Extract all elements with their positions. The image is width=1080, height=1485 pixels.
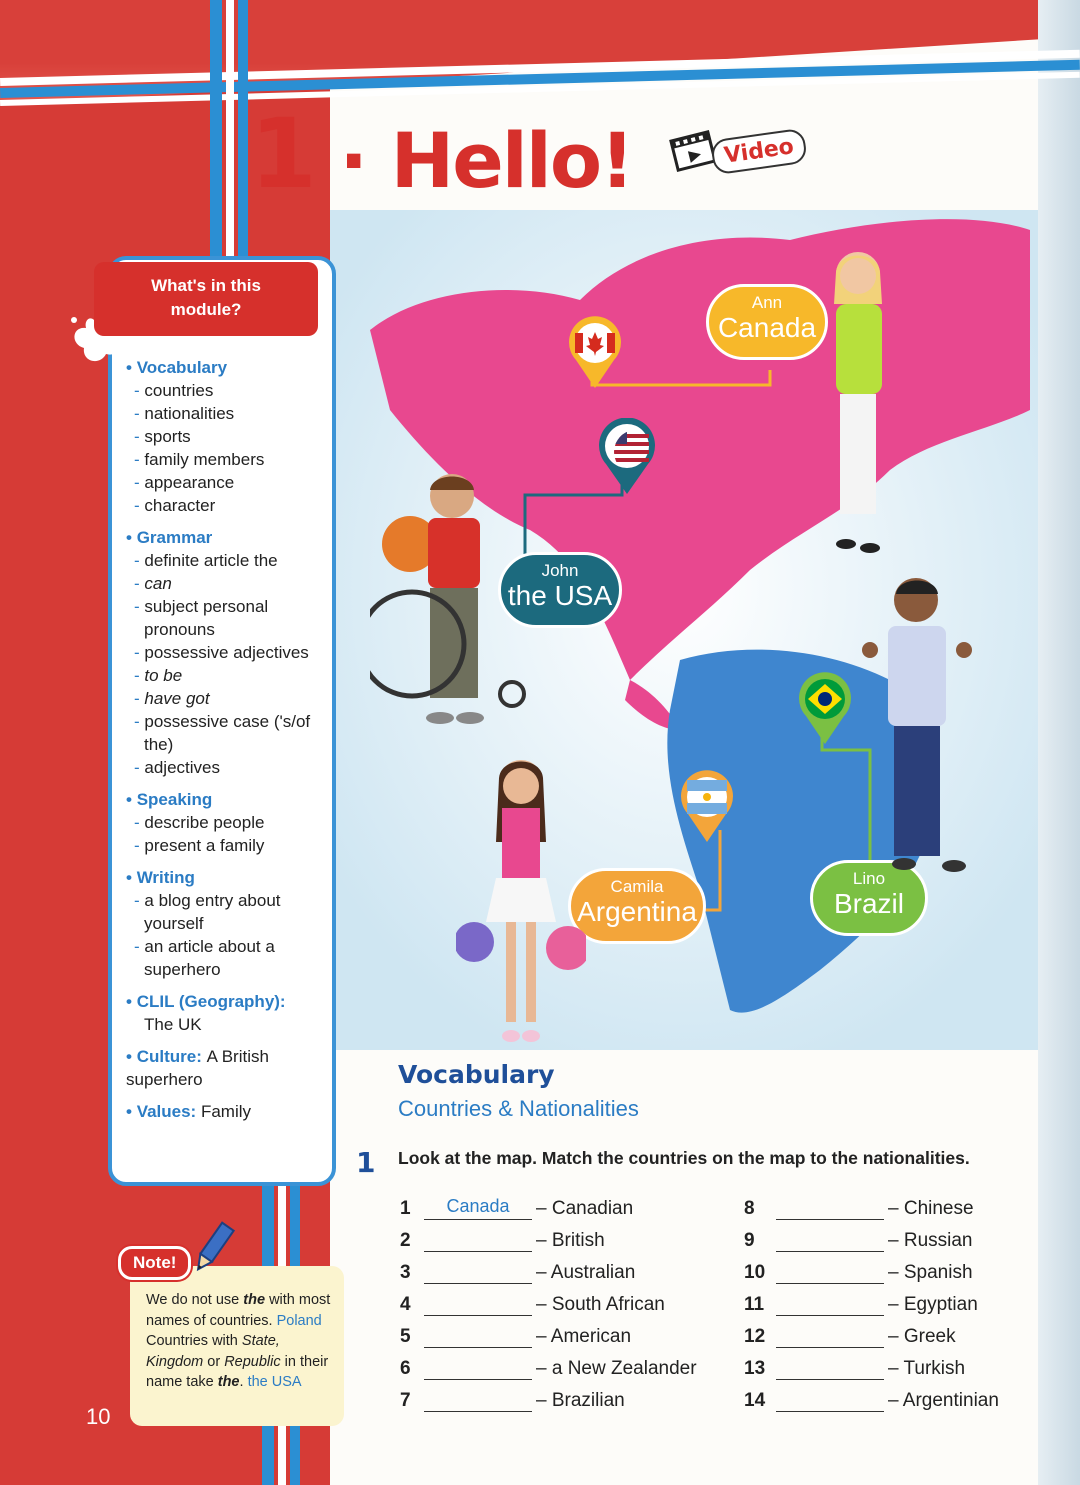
module-heading-line2: module? xyxy=(170,300,242,319)
module-heading xyxy=(94,262,318,336)
list-item: - adjectives xyxy=(134,758,220,777)
bubble-name: Lino xyxy=(852,869,886,888)
section-culture: • Culture: A British superhero xyxy=(126,1047,269,1089)
section-speaking: • Speaking xyxy=(126,790,213,809)
note-tag: Note! xyxy=(118,1246,191,1280)
match-row: 11 – Egyptian xyxy=(744,1294,978,1315)
list-item: - family members xyxy=(134,450,265,469)
vocabulary-heading: Vocabulary xyxy=(398,1060,555,1089)
answer-blank[interactable] xyxy=(424,1261,532,1284)
section-vocabulary: • Vocabulary xyxy=(126,358,228,377)
section-values: • Values: Family xyxy=(126,1102,252,1121)
list-item: - present a family xyxy=(134,836,265,855)
note-box: We do not use the with most names of countries. Poland Countries with State, Kingdom or Republic in their name take the. the USA xyxy=(130,1266,344,1426)
bubble-country: Argentina xyxy=(577,896,697,927)
section-clil: • CLIL (Geography): xyxy=(126,992,286,1011)
page-number: 10 xyxy=(86,1404,111,1429)
boy-john-photo xyxy=(370,464,528,734)
match-row: 9 – Russian xyxy=(744,1230,973,1251)
list-item: - have got xyxy=(134,689,210,708)
ribbon-stripe xyxy=(238,0,248,300)
canada-flag-icon xyxy=(566,316,624,390)
answer-blank[interactable] xyxy=(776,1293,884,1316)
match-column-1 xyxy=(400,1188,697,1412)
bubble-camila-argentina xyxy=(568,868,706,944)
list-item: - sports xyxy=(134,427,191,446)
answer-blank[interactable] xyxy=(776,1197,884,1220)
bubble-name: John xyxy=(541,561,579,580)
module-title: · Hello! xyxy=(339,116,633,205)
pencil-icon xyxy=(190,1220,236,1276)
list-item: - possessive case ('s/of the) xyxy=(134,712,311,754)
section-label: Vocabulary xyxy=(136,358,228,377)
match-row: 8 – Chinese xyxy=(744,1198,974,1219)
answer-blank[interactable] xyxy=(424,1389,532,1412)
match-row: 6 – a New Zealander xyxy=(400,1358,697,1379)
match-row: 2 – British xyxy=(400,1230,605,1251)
boy-lino-photo xyxy=(860,570,976,876)
vocabulary-subheading: Countries & Nationalities xyxy=(398,1096,639,1121)
answer-blank[interactable] xyxy=(776,1229,884,1252)
list-item: - countries xyxy=(134,381,214,400)
answer-blank[interactable] xyxy=(776,1389,884,1412)
ribbon-stripe xyxy=(226,0,234,300)
section-label: Speaking xyxy=(136,790,213,809)
list-item: - an article about a superhero xyxy=(134,937,275,979)
girl-ann-photo xyxy=(808,244,908,562)
list-item: - definite article the xyxy=(134,551,278,570)
match-column-2 xyxy=(744,1188,999,1412)
section-text: Family xyxy=(200,1102,252,1121)
list-item: - describe people xyxy=(134,813,265,832)
module-number: 1 xyxy=(250,98,315,210)
page-title xyxy=(250,98,633,210)
list-item: - subject personal pronouns xyxy=(134,597,269,639)
argentina-flag-icon xyxy=(678,770,736,844)
bubble-name: Ann xyxy=(751,293,783,312)
bubble-name: Camila xyxy=(610,877,664,896)
match-row: 12 – Greek xyxy=(744,1326,956,1347)
note-example: the USA xyxy=(247,1374,302,1390)
list-item: - character xyxy=(134,496,216,515)
note-example: Poland xyxy=(276,1312,322,1329)
answer-blank[interactable] xyxy=(424,1325,532,1348)
bubble-country: Canada xyxy=(717,312,817,343)
match-row: 10 – Spanish xyxy=(744,1262,973,1283)
girl-camila-photo xyxy=(456,752,586,1048)
answer-blank[interactable] xyxy=(776,1261,884,1284)
page-fold-edge xyxy=(1038,0,1080,1485)
section-writing: • Writing xyxy=(126,868,195,887)
answer-blank[interactable] xyxy=(424,1357,532,1380)
list-item: - a blog entry about yourself xyxy=(134,891,281,933)
match-row: 13 – Turkish xyxy=(744,1358,966,1379)
match-row: 7 – Brazilian xyxy=(400,1390,625,1411)
video-badge[interactable] xyxy=(668,128,806,174)
list-item: - can xyxy=(134,574,172,593)
section-label: Culture: xyxy=(136,1047,202,1066)
answer-blank[interactable] xyxy=(776,1357,884,1380)
match-row: 4 – South African xyxy=(400,1294,665,1315)
exercise-number: 1 xyxy=(356,1146,376,1179)
bubble-country: the USA xyxy=(507,580,613,611)
ribbon-stripe xyxy=(210,0,222,300)
brazil-flag-icon xyxy=(796,672,854,746)
usa-flag-icon xyxy=(596,418,658,496)
match-row: 1 Canada – Canadian xyxy=(400,1196,634,1219)
module-heading-line1: What's in this xyxy=(151,276,261,295)
section-grammar: • Grammar xyxy=(126,528,213,547)
bubble-country: Brazil xyxy=(833,888,904,919)
match-row: 3 – Australian xyxy=(400,1262,636,1283)
section-label: Grammar xyxy=(136,528,213,547)
list-item: - appearance xyxy=(134,473,235,492)
video-label: Video xyxy=(710,127,808,175)
list-item: - possessive adjectives xyxy=(134,643,309,662)
exercise-instruction: Look at the map. Match the countries on the map to the nationalities. xyxy=(398,1148,970,1168)
answer-blank[interactable] xyxy=(424,1293,532,1316)
list-item: - nationalities xyxy=(134,404,235,423)
section-label: Values: xyxy=(136,1102,197,1121)
module-contents-list xyxy=(126,356,331,1123)
match-row: 5 – American xyxy=(400,1326,632,1347)
section-text: A British superhero xyxy=(126,1047,269,1089)
answer-blank[interactable] xyxy=(776,1325,884,1348)
answer-blank[interactable]: Canada xyxy=(424,1197,532,1220)
list-item: - to be xyxy=(134,666,183,685)
section-label: CLIL (Geography): xyxy=(136,992,286,1011)
match-row: 14 – Argentinian xyxy=(744,1390,999,1411)
answer-blank[interactable] xyxy=(424,1229,532,1252)
section-label: Writing xyxy=(136,868,195,887)
section-text: The UK xyxy=(144,1015,202,1034)
